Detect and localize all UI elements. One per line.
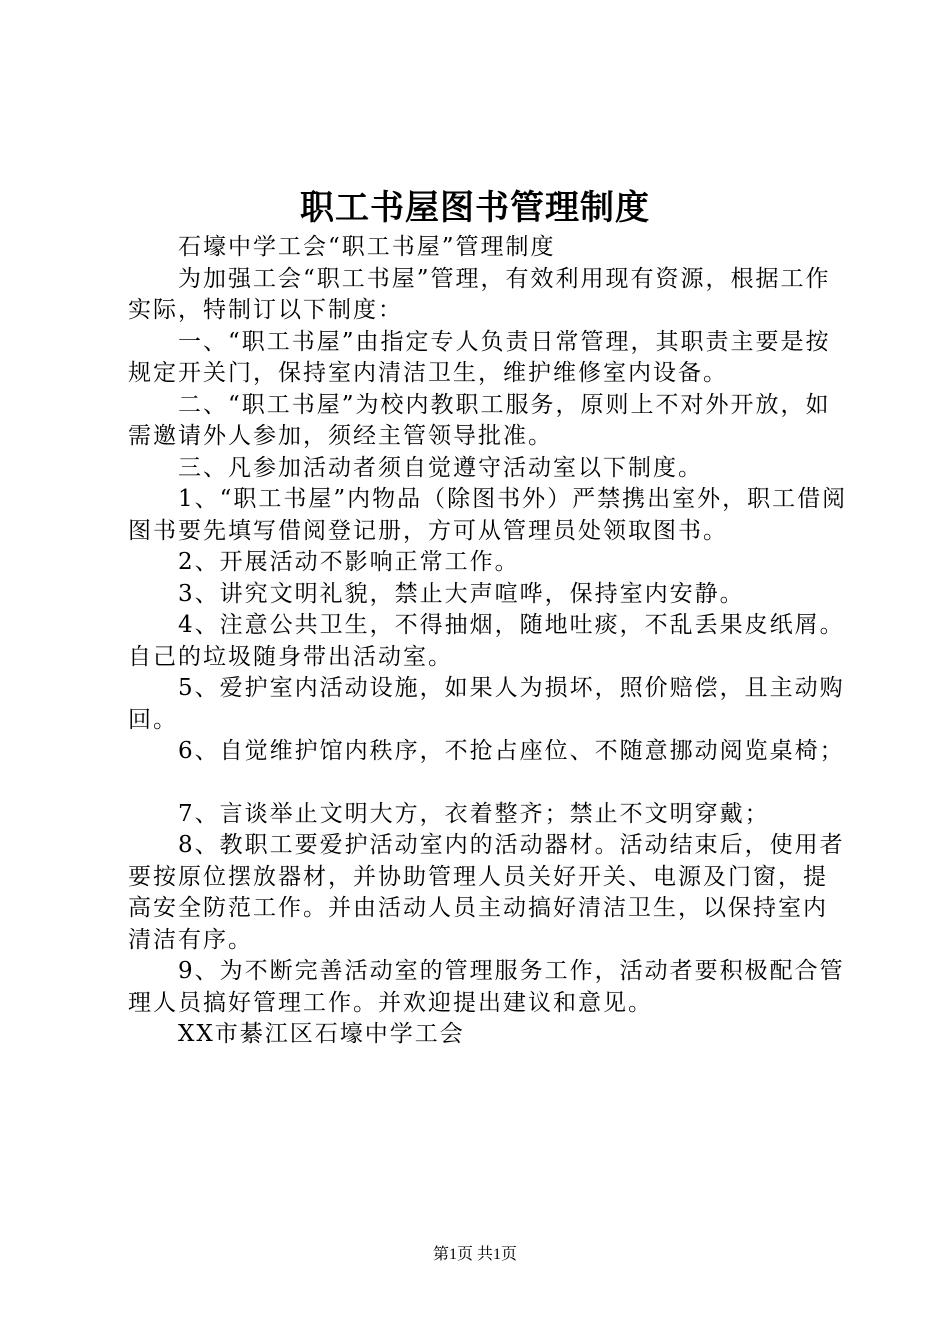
list-item-2: 2、开展活动不影响正常工作。: [178, 549, 520, 575]
list-item-8: 8、教职工要爱护活动室内的活动器材。活动结束后，使用者要按原位摆放器材，并协助管理人员关好开关、电源及门窗，提高安全防范工作。并由活动人员主动搞好清洁卫生，以保持室内清洁有序。: [128, 832, 845, 953]
list-item-3: 3、讲究文明礼貌，禁止大声喧哗，保持室内安静。: [178, 580, 745, 607]
list-item-6: 6、自觉维护馆内秩序，不抢占座位、不随意挪动阅览桌椅；: [178, 738, 845, 764]
list-item-5: 5、爱护室内活动设施，如果人为损坏，照价赔偿，且主动购回。: [128, 675, 845, 733]
paragraph-rule-2: 二、“职工书屋”为校内教职工服务，原则上不对外开放，如需邀请外人参加，须经主管领导批准。: [128, 391, 831, 449]
document-body: [128, 232, 850, 1051]
list-item-7: 7、言谈举止文明大方，衣着整齐；禁止不文明穿戴；: [178, 800, 770, 827]
list-item-9: 9、为不断完善活动室的管理服务工作，活动者要积极配合管理人员搞好管理工作。并欢迎提出建议和意见。: [128, 958, 845, 1016]
paragraph-rule-3: 三、凡参加活动者须自觉遵守活动室以下制度。: [178, 454, 703, 481]
paragraph-intro: 为加强工会“职工书屋”管理，有效利用现有资源，根据工作实际，特制订以下制度：: [128, 265, 831, 323]
blank-line: [128, 768, 850, 799]
paragraph-heading: 石壕中学工会“职工书屋”管理制度: [178, 234, 556, 260]
document-title: 职工书屋图书管理制度: [300, 188, 650, 228]
list-item-4: 4、注意公共卫生，不得抽烟，随地吐痰，不乱丢果皮纸屑。自己的垃圾随身带出活动室。: [128, 612, 845, 670]
paragraph-rule-1: 一、“职工书屋”由指定专人负责日常管理，其职责主要是按规定开关门，保持室内清洁卫生，维护维修室内设备。: [128, 328, 831, 386]
list-item-1: 1、“职工书屋”内物品（除图书外）严禁携出室外，职工借阅图书要先填写借阅登记册，方可从管理员处领取图书。: [128, 486, 848, 544]
page-number-footer: 第1页 共1页: [432, 1246, 517, 1263]
signature-organization: XX市綦江区石壕中学工会: [178, 1021, 465, 1047]
